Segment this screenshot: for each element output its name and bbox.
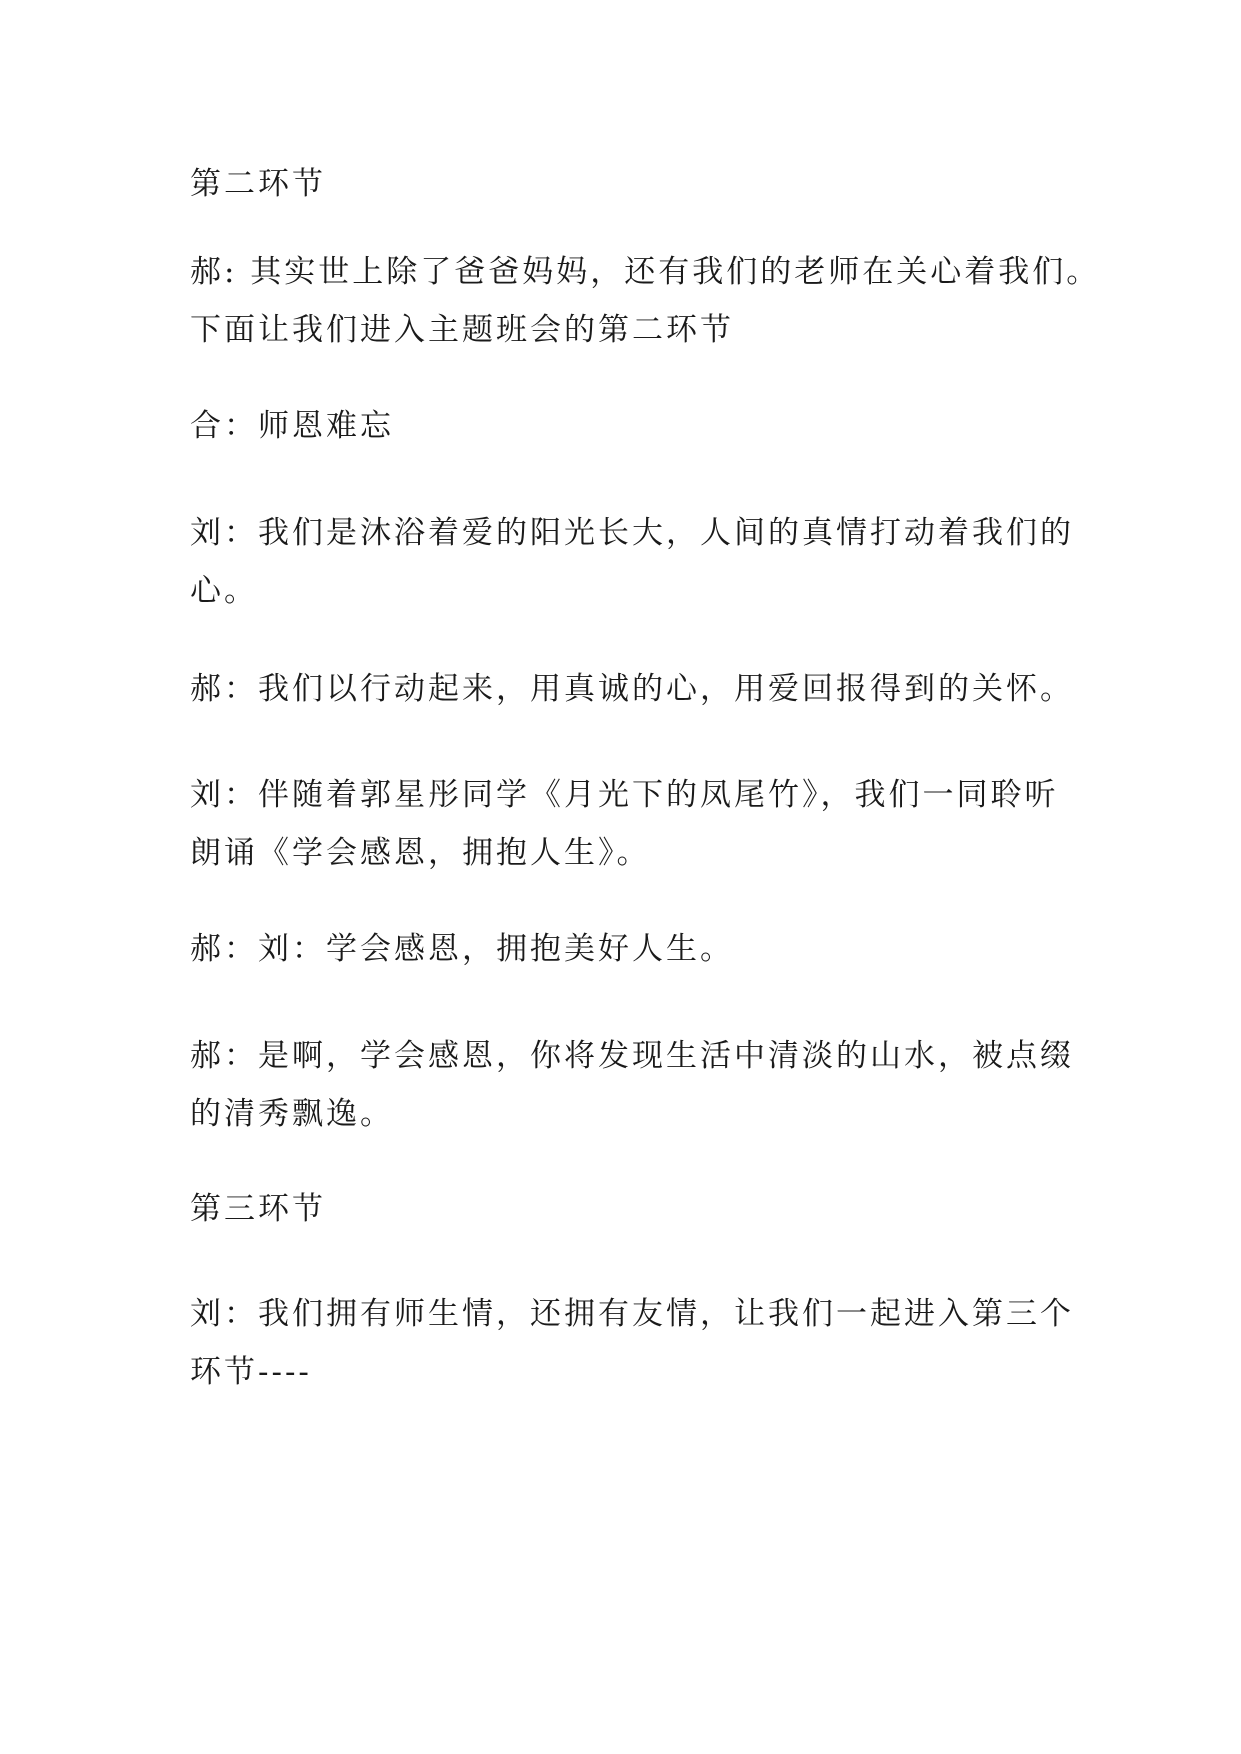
text-line: 刘：我们是沐浴着爱的阳光长大，人间的真情打动着我们的: [190, 515, 1074, 551]
dialogue-paragraph: [190, 920, 1090, 978]
text-line: 刘：我们拥有师生情，还拥有友情，让我们一起进入第三个: [190, 1296, 1074, 1332]
dialogue-paragraph: [190, 660, 1090, 718]
dialogue-paragraph: [190, 766, 1090, 882]
text-line: 郝：刘：学会感恩，拥抱美好人生。: [190, 931, 734, 967]
text-line: 郝: 其实世上除了爸爸妈妈，还有我们的老师在关心着我们。: [190, 254, 1101, 290]
dialogue-paragraph: [190, 1285, 1090, 1401]
text-line: 郝：是啊，学会感恩，你将发现生活中清淡的山水，被点缀: [190, 1038, 1074, 1074]
section-heading-2: [190, 155, 1090, 213]
text-line: 环节----: [190, 1354, 312, 1390]
text-line: 的清秀飘逸。: [190, 1096, 394, 1132]
text-line: 合：师恩难忘: [190, 408, 394, 444]
text-line: 下面让我们进入主题班会的第二环节: [190, 312, 734, 348]
section-heading-3: [190, 1180, 1090, 1238]
text-line: 第三环节: [190, 1191, 326, 1227]
dialogue-paragraph: [190, 397, 1090, 455]
dialogue-paragraph: [190, 1027, 1090, 1143]
dialogue-paragraph: [190, 504, 1090, 620]
text-line: 郝：我们以行动起来，用真诚的心，用爱回报得到的关怀。: [190, 671, 1074, 707]
text-line: 刘：伴随着郭星彤同学《月光下的凤尾竹》，我们一同聆听: [190, 777, 1059, 813]
dialogue-paragraph: [190, 243, 1101, 359]
text-line: 心。: [190, 573, 258, 609]
text-line: 第二环节: [190, 166, 326, 202]
text-line: 朗诵《学会感恩，拥抱人生》。: [190, 835, 651, 871]
